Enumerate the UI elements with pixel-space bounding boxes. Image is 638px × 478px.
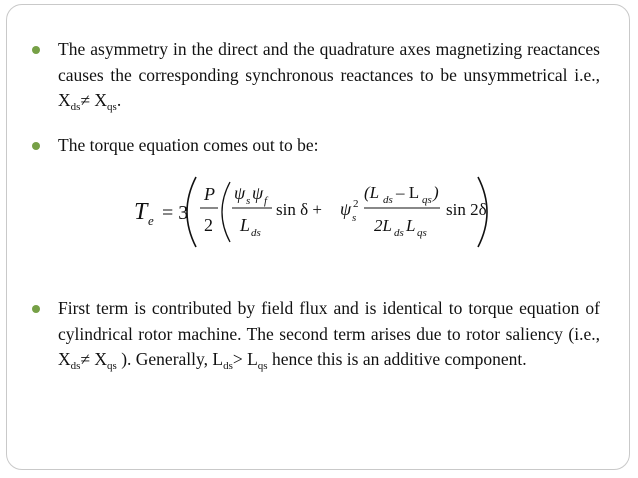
eq-psi2-sub: s [352, 212, 357, 224]
eq-num3-sub1: ds [383, 194, 393, 206]
eq-frac1-den: 2 [204, 215, 213, 235]
subscript: qs [107, 101, 117, 113]
eq-den3: 2L [374, 216, 392, 235]
paragraph-text: The torque equation comes out to be: [58, 135, 319, 155]
bullet-marker-1 [32, 46, 40, 54]
subscript: ds [70, 360, 81, 372]
paragraph-text: ). Generally, L [116, 349, 224, 369]
paragraph-asymmetry [58, 37, 600, 114]
subscript: ds [223, 360, 233, 372]
subscript: qs [107, 360, 117, 372]
eq-num3: (L [364, 183, 380, 202]
eq-num3-sub2: qs [422, 194, 432, 206]
eq-frac2-den: L [240, 215, 251, 235]
paragraph-text: > L [232, 349, 258, 369]
eq-sin2: sin 2δ [446, 200, 487, 219]
eq-frac2-den-sub: ds [251, 227, 261, 239]
eq-psi-s-sub: s [246, 195, 251, 207]
paragraph-text: . [116, 90, 122, 110]
eq-psi2: ψ [340, 199, 352, 219]
paragraph-text: First term is contributed by field flux and is identical to torque equation of cylindrical rotor machine. The second term arises due to rotor saliency (i.e., X [58, 298, 600, 369]
eq-num3-mid: – L [396, 183, 420, 202]
eq-frac1-num: P [204, 184, 215, 204]
torque-equation [130, 172, 490, 252]
paragraph-first-term [58, 296, 600, 373]
paragraph-text: hence this is an additive component. [267, 349, 527, 369]
eq-psi-f: ψ [252, 183, 264, 203]
eq-equals: = 3 [162, 202, 189, 224]
eq-lhs: T [134, 199, 148, 225]
paragraph-torque-intro [58, 133, 600, 159]
small-left-paren [222, 182, 230, 242]
eq-sin1: sin δ + [276, 200, 322, 219]
paragraph-text: ≠ X [80, 90, 108, 110]
bullet-marker-3 [32, 305, 40, 313]
eq-psi2-sup: 2 [353, 198, 359, 210]
bullet-marker-2 [32, 142, 40, 150]
paragraph-text: The asymmetry in the direct and the quadrature axes magnetizing reactances causes the corresponding synchronous reactances to be unsymmetrical i.e., X [58, 39, 600, 110]
eq-lhs-sub: e [148, 213, 154, 228]
eq-den3-sub1: ds [394, 227, 404, 239]
eq-den3-sub2: qs [417, 227, 427, 239]
subscript: ds [70, 101, 81, 113]
eq-den3-L: L [406, 216, 416, 235]
big-left-paren [187, 177, 196, 247]
subscript: qs [257, 360, 268, 372]
eq-psi-s: ψ [234, 183, 246, 203]
paragraph-text: ≠ X [80, 349, 108, 369]
eq-psi-f-sub: f [264, 195, 268, 207]
eq-num3-end: ) [433, 183, 439, 202]
